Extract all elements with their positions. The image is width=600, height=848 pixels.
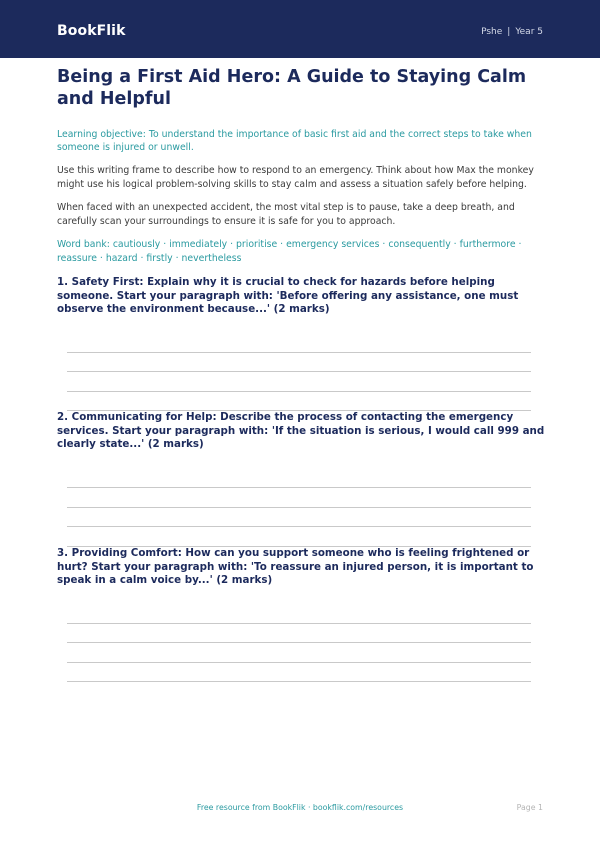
answer-line-1b[interactable]: [67, 371, 531, 372]
answer-line-3d[interactable]: [67, 681, 531, 682]
intro-paragraph: Use this writing frame to describe how to respond to an emergency. Think about how Max the monkey might use his logical problem-solving skills to stay calm and assess a situation safely before helping.: [57, 165, 534, 190]
subject-label: Pshe: [481, 27, 503, 37]
header-bar: [0, 0, 600, 58]
answer-line-1c[interactable]: [67, 391, 531, 392]
question-1-prompt: 1. Safety First: Explain why it is crucial to check for hazards before helping someone. Start your paragraph with: 'Before offering any assistance, one must observe the environment because...' (2 marks): [57, 276, 519, 315]
answer-line-3c[interactable]: [67, 662, 531, 663]
word-bank: Word bank: cautiously · immediately · prioritise · emergency services · consequently · furthermore · reassure · hazard · firstly · nevertheless: [57, 239, 522, 264]
year-label: Year 5: [515, 27, 543, 37]
model-sentence: When faced with an unexpected accident, the most vital step is to pause, take a deep breath, and carefully scan your surroundings to ensure it is safe for you to approach.: [57, 202, 515, 227]
subject-year-label: [481, 27, 543, 37]
brand-logo: BookFlik: [57, 23, 126, 39]
learning-objective: Learning objective: To understand the importance of basic first aid and the correct steps to take when someone is injured or unwell.: [57, 129, 532, 153]
question-3-prompt: 3. Providing Comfort: How can you support someone who is feeling frightened or hurt? Start your paragraph with: 'To reassure an injured person, it is important to speak in a calm voice by...' (2 marks): [57, 547, 534, 586]
question-1: [57, 276, 547, 317]
question-2: [57, 411, 547, 452]
page-title: Being a First Aid Hero: A Guide to Staying Calm and Helpful: [57, 67, 527, 109]
footer-resource-link[interactable]: Free resource from BookFlik · bookflik.com/resources: [196, 803, 404, 812]
answer-line-3b[interactable]: [67, 642, 531, 643]
answer-line-2a[interactable]: [67, 487, 531, 488]
answer-line-2c[interactable]: [67, 526, 531, 527]
worksheet-intro: [57, 66, 547, 265]
question-3: [57, 547, 547, 588]
page-number: Page 1: [516, 803, 543, 812]
meta-separator: |: [507, 27, 511, 37]
answer-line-2b[interactable]: [67, 507, 531, 508]
answer-line-1a[interactable]: [67, 352, 531, 353]
question-2-prompt: 2. Communicating for Help: Describe the process of contacting the emergency services. Start your paragraph with: 'If the situation is serious, I would call 999 and clearly state...' (2 marks): [57, 411, 545, 450]
answer-line-3a[interactable]: [67, 623, 531, 624]
